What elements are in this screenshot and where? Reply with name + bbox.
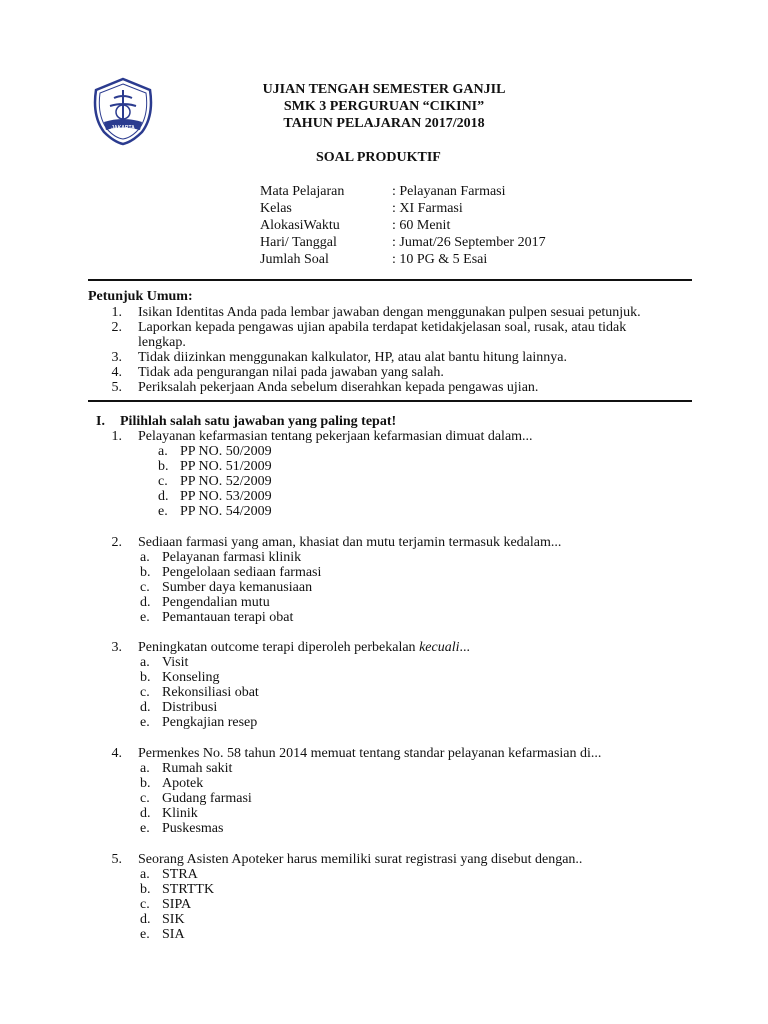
option-letter: a.: [140, 550, 150, 565]
question-text: Sediaan farmasi yang aman, khasiat dan mutu terjamin termasuk kedalam...: [138, 535, 562, 550]
instruction-text: Periksalah pekerjaan Anda sebelum diserahkan kepada pengawas ujian.: [138, 380, 539, 395]
option-letter: e.: [158, 504, 168, 519]
option-letter: b.: [140, 670, 151, 685]
option-text: SIK: [162, 912, 185, 927]
option-text: Konseling: [162, 670, 220, 685]
instructions-heading: Petunjuk Umum:: [88, 289, 193, 304]
info-value-class: : XI Farmasi: [392, 201, 463, 216]
option-text: Pelayanan farmasi klinik: [162, 550, 302, 565]
option-letter: e.: [140, 927, 150, 942]
question-text: Permenkes No. 58 tahun 2014 memuat tentang standar pelayanan kefarmasian di...: [138, 746, 602, 761]
info-value-count: : 10 PG & 5 Esai: [392, 252, 488, 267]
option-letter: e.: [140, 610, 150, 625]
section-numeral: I.: [96, 414, 105, 429]
section-title: Pilihlah salah satu jawaban yang paling tepat!: [120, 414, 397, 429]
instruction-text-continued: lengkap.: [138, 335, 186, 350]
question-text: Seorang Asisten Apoteker harus memiliki surat registrasi yang disebut dengan..: [138, 852, 583, 867]
info-value-time: : 60 Menit: [392, 218, 451, 233]
info-value-subject: : Pelayanan Farmasi: [392, 184, 506, 199]
option-letter: c.: [140, 897, 150, 912]
instruction-number: 5.: [111, 380, 122, 395]
question-text-emphasis: kecuali: [419, 640, 460, 655]
option-letter: a.: [140, 761, 150, 776]
option-text: Sumber daya kemanusiaan: [162, 580, 313, 595]
option-text: PP NO. 50/2009: [180, 444, 272, 459]
option-text: Puskesmas: [162, 821, 224, 836]
option-letter: e.: [140, 821, 150, 836]
option-letter: c.: [140, 685, 150, 700]
option-letter: c.: [158, 474, 168, 489]
option-text: Pengelolaan sediaan farmasi: [162, 565, 322, 580]
question-number: 4.: [111, 746, 122, 761]
option-letter: b.: [140, 882, 151, 897]
option-letter: a.: [140, 655, 150, 670]
instruction-number: 3.: [111, 350, 122, 365]
question-number: 5.: [111, 852, 122, 867]
option-letter: c.: [140, 791, 150, 806]
option-text: STRTTK: [162, 882, 215, 897]
instruction-number: 4.: [111, 365, 122, 380]
question-number: 3.: [111, 640, 122, 655]
logo-text: JAKARTA: [111, 125, 135, 131]
info-label-time: AlokasiWaktu: [260, 218, 340, 233]
option-text: Visit: [162, 655, 189, 670]
option-text: PP NO. 51/2009: [180, 459, 272, 474]
exam-subtitle: SOAL PRODUKTIF: [316, 150, 441, 165]
question-text-main: Peningkatan outcome terapi diperoleh perbekalan: [138, 640, 420, 655]
question-text: [138, 640, 470, 655]
option-letter: d.: [140, 806, 151, 821]
instruction-text: Laporkan kepada pengawas ujian apabila terdapat ketidakjelasan soal, rusak, atau tidak: [138, 320, 627, 335]
info-label-subject: Mata Pelajaran: [260, 184, 345, 199]
info-value-date: : Jumat/26 September 2017: [392, 235, 546, 250]
instruction-text: Tidak diizinkan menggunakan kalkulator, HP, atau alat bantu hitung lainnya.: [138, 350, 567, 365]
option-text: Pemantauan terapi obat: [162, 610, 294, 625]
info-label-date: Hari/ Tanggal: [260, 235, 337, 250]
option-text: Pengendalian mutu: [162, 595, 270, 610]
question-text-end: ...: [459, 640, 470, 655]
option-letter: d.: [140, 912, 151, 927]
option-letter: d.: [140, 595, 151, 610]
instruction-number: 1.: [111, 305, 122, 320]
option-text: STRA: [162, 867, 198, 882]
divider-top: [88, 279, 692, 281]
instruction-number: 2.: [111, 320, 122, 335]
option-text: Rumah sakit: [162, 761, 233, 776]
option-letter: c.: [140, 580, 150, 595]
option-text: PP NO. 54/2009: [180, 504, 272, 519]
school-name: SMK 3 PERGURUAN “CIKINI”: [283, 99, 485, 114]
option-letter: b.: [158, 459, 169, 474]
info-label-count: Jumlah Soal: [260, 252, 329, 267]
option-letter: a.: [158, 444, 168, 459]
option-text: PP NO. 52/2009: [180, 474, 272, 489]
academic-year: TAHUN PELAJARAN 2017/2018: [283, 116, 485, 131]
instruction-text: Isikan Identitas Anda pada lembar jawaban dengan menggunakan pulpen sesuai petunjuk.: [138, 305, 641, 320]
option-text: Distribusi: [162, 700, 218, 715]
divider-bottom: [88, 400, 692, 402]
option-text: SIA: [162, 927, 185, 942]
option-text: Rekonsiliasi obat: [162, 685, 259, 700]
question-text: Pelayanan kefarmasian tentang pekerjaan kefarmasian dimuat dalam...: [138, 429, 533, 444]
option-text: Gudang farmasi: [162, 791, 252, 806]
question-number: 2.: [111, 535, 122, 550]
info-label-class: Kelas: [260, 201, 292, 216]
option-letter: d.: [158, 489, 169, 504]
option-letter: b.: [140, 776, 151, 791]
question-number: 1.: [111, 429, 122, 444]
option-text: PP NO. 53/2009: [180, 489, 272, 504]
instruction-text: Tidak ada pengurangan nilai pada jawaban yang salah.: [138, 365, 444, 380]
option-letter: a.: [140, 867, 150, 882]
option-letter: d.: [140, 700, 151, 715]
option-letter: b.: [140, 565, 151, 580]
option-text: Apotek: [162, 776, 204, 791]
exam-title: UJIAN TENGAH SEMESTER GANJIL: [262, 82, 506, 97]
option-text: Pengkajian resep: [162, 715, 258, 730]
option-text: Klinik: [162, 806, 198, 821]
option-letter: e.: [140, 715, 150, 730]
option-text: SIPA: [162, 897, 192, 912]
